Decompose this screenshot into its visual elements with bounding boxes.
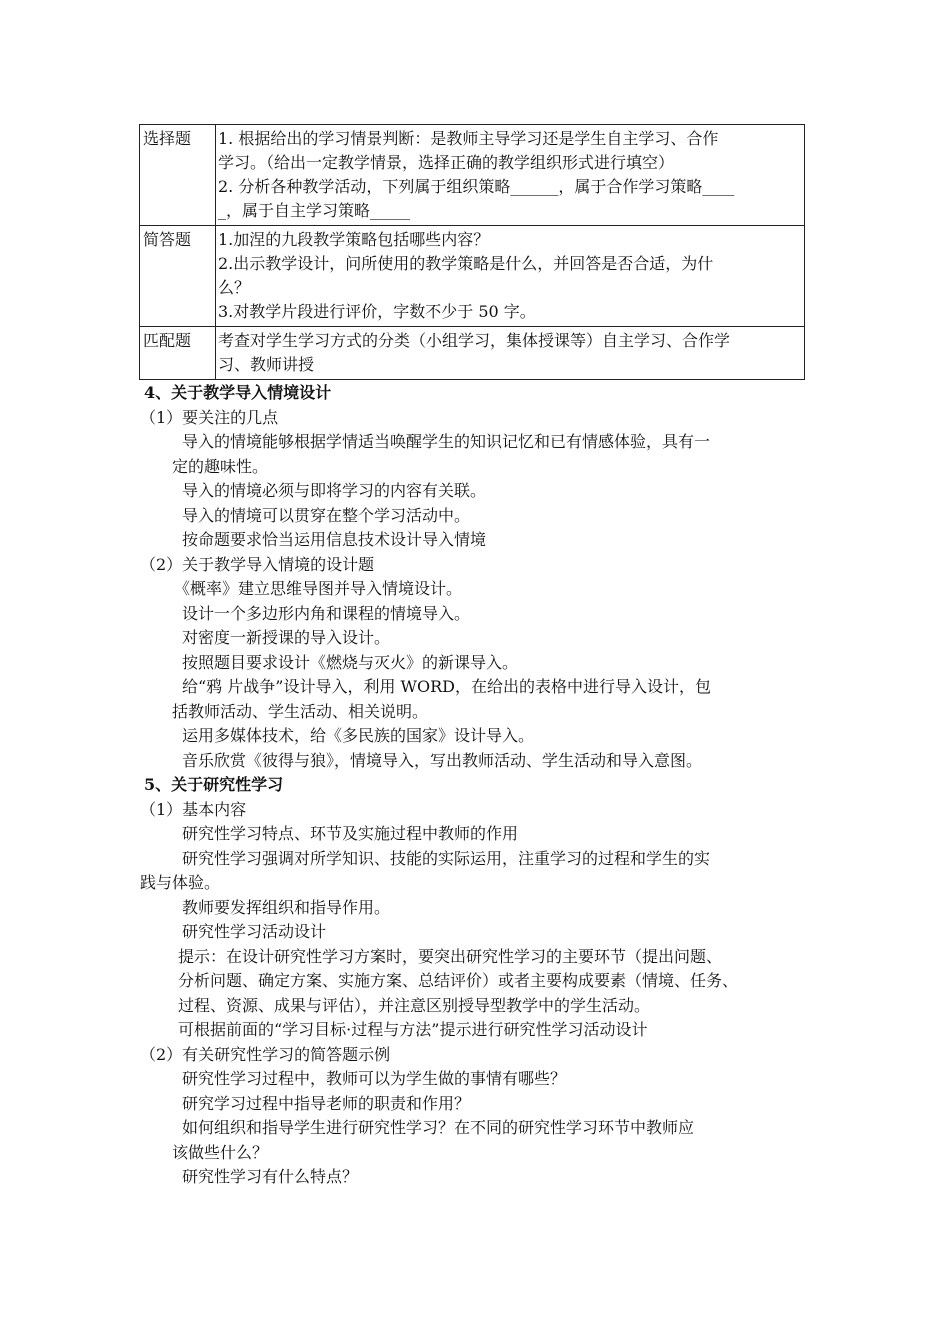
question-type-cell: 匹配题 [140, 327, 216, 380]
paragraph: 教师要发挥组织和指导作用。 [182, 897, 391, 917]
section-5-part-1-title: （1）基本内容 [140, 799, 247, 819]
list-item [140, 675, 808, 724]
desc-line: 学习。（给出一定教学情景，选择正确的教学组织形式进行填空） [218, 153, 675, 172]
desc-line: 2.出示教学设计，问所使用的教学策略是什么，并回答是否合适，为什 [218, 254, 714, 273]
item-line: 定的趣味性。 [172, 456, 269, 476]
section-5-part-2-title: （2）有关研究性学习的简答题示例 [140, 1044, 391, 1064]
item-line: 括教师活动、学生活动、相关说明。 [172, 701, 429, 721]
paragraph [140, 847, 808, 896]
list-item [140, 1116, 808, 1165]
desc-line: 习、教师讲授 [218, 355, 315, 374]
table-row [140, 327, 805, 380]
desc-line: 么？ [218, 278, 251, 297]
list-item: 研究性学习有什么特点？ [182, 1167, 359, 1186]
list-item: 对密度一新授课的导入设计。 [182, 628, 391, 647]
item-line: 该做些什么？ [172, 1142, 269, 1162]
list-item: 导入的情境可以贯穿在整个学习活动中。 [182, 505, 471, 525]
table-row [140, 125, 805, 226]
section-4-part-2-title: （2）关于教学导入情境的设计题 [140, 554, 375, 574]
item-line: 如何组织和指导学生进行研究性学习？在不同的研究性学习环节中教师应 [182, 1118, 695, 1137]
tip-line: 分析问题、确定方案、实施方案、总结评价）或者主要构成要素（情境、任务、 [178, 971, 739, 990]
question-type-cell: 简答题 [140, 226, 216, 327]
list-item: 设计一个多边形内角和课程的情境导入。 [182, 603, 471, 623]
list-item: 运用多媒体技术，给《多民族的国家》设计导入。 [182, 726, 535, 745]
desc-line: 1.加涅的九段教学策略包括哪些内容？ [218, 230, 490, 249]
list-item: 音乐欣赏《彼得与狼》，情境导入，写出教师活动、学生活动和导入意图。 [182, 750, 703, 770]
body-text [140, 381, 808, 1190]
desc-line: 3.对教学片段进行评价，字数不少于 50 字。 [218, 302, 536, 321]
list-item: 《概率》建立思维导图并导入情境设计。 [174, 579, 463, 598]
paragraph: 研究性学习特点、环节及实施过程中教师的作用 [182, 824, 519, 843]
question-type-table [139, 124, 805, 380]
desc-line: 2. 分析各种教学活动，下列属于组织策略______，属于合作学习策略____ [218, 177, 735, 196]
paragraph-line: 践与体验。 [140, 873, 221, 892]
tip-line: 可根据前面的“学习目标·过程与方法”提示进行研究性学习活动设计 [178, 1020, 648, 1039]
list-item: 按命题要求恰当运用信息技术设计导入情境 [182, 530, 487, 549]
question-desc-cell [216, 226, 805, 327]
list-item: 按照题目要求设计《燃烧与灭火》的新课导入。 [182, 652, 519, 672]
desc-line: 考查对学生学习方式的分类（小组学习，集体授课等）自主学习、合作学 [218, 331, 731, 350]
question-desc-cell [216, 327, 805, 380]
section-4-heading: 4、关于教学导入情境设计 [144, 383, 332, 402]
tip-line: 提示：在设计研究性学习方案时，要突出研究性学习的主要环节（提出问题、 [178, 946, 723, 966]
list-item: 研究性学习过程中，教师可以为学生做的事情有哪些？ [182, 1069, 567, 1088]
paragraph-line: 研究性学习强调对所学知识、技能的实际运用，注重学习的过程和学生的实 [182, 848, 711, 868]
item-line: 给“鸦 片战争”设计导入，利用 WORD，在给出的表格中进行导入设计，包 [182, 677, 711, 696]
list-item: 导入的情境必须与即将学习的内容有关联。 [182, 481, 487, 500]
section-4-part-1-title: （1）要关注的几点 [140, 407, 279, 427]
item-line: 导入的情境能够根据学情适当唤醒学生的知识记忆和已有情感体验，具有一 [182, 432, 711, 451]
paragraph: 研究性学习活动设计 [182, 922, 327, 941]
desc-line: 1. 根据给出的学习情景判断：是教师主导学习还是学生自主学习、合作 [218, 129, 719, 148]
table-row [140, 226, 805, 327]
tip-block [140, 945, 808, 1043]
desc-line: _，属于自主学习策略_____ [218, 201, 411, 220]
section-5-heading: 5、关于研究性学习 [144, 775, 284, 794]
list-item: 研究学习过程中指导老师的职责和作用？ [182, 1093, 471, 1113]
question-type-cell: 选择题 [140, 125, 216, 226]
question-desc-cell [216, 125, 805, 226]
list-item [140, 430, 808, 479]
tip-line: 过程、资源、成果与评估），并注意区别授导型教学中的学生活动。 [178, 995, 651, 1015]
